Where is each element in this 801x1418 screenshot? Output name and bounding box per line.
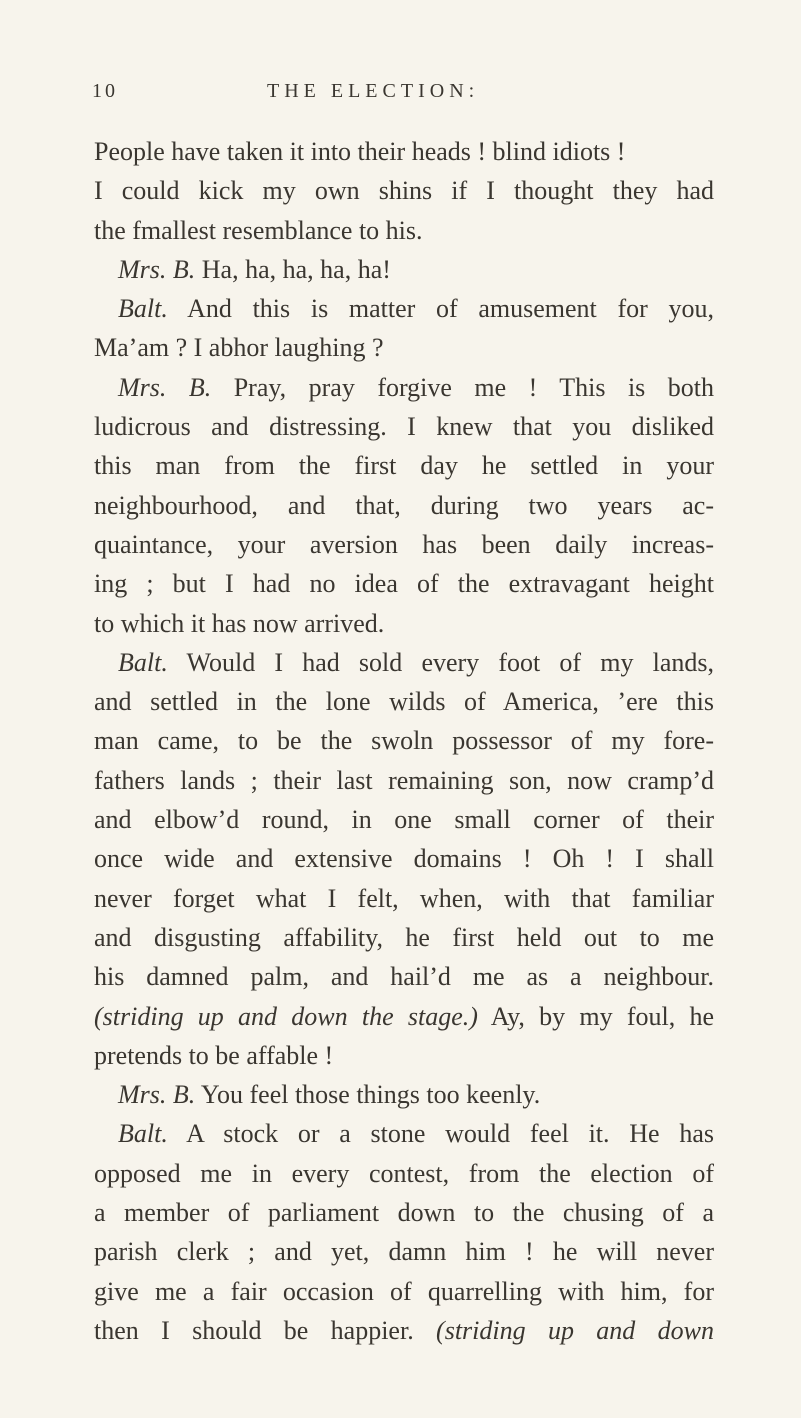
text-line: a member of parliament down to the chusing of a: [94, 1198, 714, 1228]
speaker-name: Mrs. B.: [118, 1080, 196, 1110]
text-line: then I should be happier. (striding up and down: [94, 1315, 714, 1345]
speech-line: Mrs. B. You feel those things too keenly.: [118, 1080, 541, 1110]
text-line: neighbourhood, and that, during two years ac-: [94, 490, 714, 520]
stage-direction: (striding up and down the stage.): [94, 1001, 478, 1031]
text-line: (striding up and down the stage.) Ay, by my foul, he: [94, 1001, 714, 1031]
text-line: parish clerk ; and yet, damn him ! he will never: [94, 1237, 714, 1267]
speech-line: Mrs. B. Pray, pray forgive me ! This is both: [118, 372, 714, 402]
speaker-name: Mrs. B.: [118, 372, 212, 402]
speaker-name: Balt.: [118, 647, 168, 677]
text-line: this man from the first day he settled in your: [94, 451, 714, 481]
text-line: and disgusting affability, he first held out to me: [94, 922, 714, 952]
text-line: ludicrous and distressing. I knew that you disliked: [94, 412, 714, 442]
text-line: and elbow’d round, in one small corner of their: [94, 805, 714, 835]
text-line: his damned palm, and hail’d me as a neighbour.: [94, 962, 714, 992]
text-line: Ma’am ? I abhor laughing ?: [94, 333, 384, 363]
running-title: THE ELECTION:: [267, 80, 480, 102]
speech-line: Balt. Would I had sold every foot of my lands,: [118, 647, 714, 677]
page-number: 10: [92, 80, 118, 102]
speech-line: Balt. And this is matter of amusement for you,: [118, 294, 714, 324]
text-line: to which it has now arrived.: [94, 608, 385, 638]
text-line: People have taken it into their heads ! blind idiots !: [94, 137, 626, 166]
speech-line: Mrs. B. Ha, ha, ha, ha, ha!: [118, 254, 391, 284]
body-text: [94, 132, 714, 1350]
text-line: man came, to be the swoln possessor of my fore-: [94, 726, 714, 756]
text-line: never forget what I felt, when, with that familiar: [94, 883, 714, 913]
text-line: fathers lands ; their last remaining son, now cramp’d: [94, 765, 714, 795]
text-line: once wide and extensive domains ! Oh ! I shall: [94, 844, 714, 874]
text-line: and settled in the lone wilds of America, ’ere this: [94, 687, 714, 717]
page-header: [92, 80, 712, 114]
text-line: pretends to be affable !: [94, 1040, 334, 1070]
stage-direction: (striding up and down: [413, 1315, 714, 1345]
speaker-name: Balt.: [118, 1119, 168, 1149]
text-line: quaintance, your aversion has been daily increas-: [94, 529, 714, 559]
text-line: opposed me in every contest, from the election of: [94, 1158, 714, 1188]
text-line: the fmallest resemblance to his.: [94, 215, 423, 245]
speech-line: Balt. A stock or a stone would feel it. He has: [118, 1119, 714, 1149]
text-line: ing ; but I had no idea of the extravagant height: [94, 569, 714, 599]
speaker-name: Balt.: [118, 294, 168, 324]
text-line: give me a fair occasion of quarrelling with him, for: [94, 1276, 714, 1306]
speaker-name: Mrs. B.: [118, 254, 196, 284]
text-line: I could kick my own shins if I thought they had: [94, 176, 714, 206]
